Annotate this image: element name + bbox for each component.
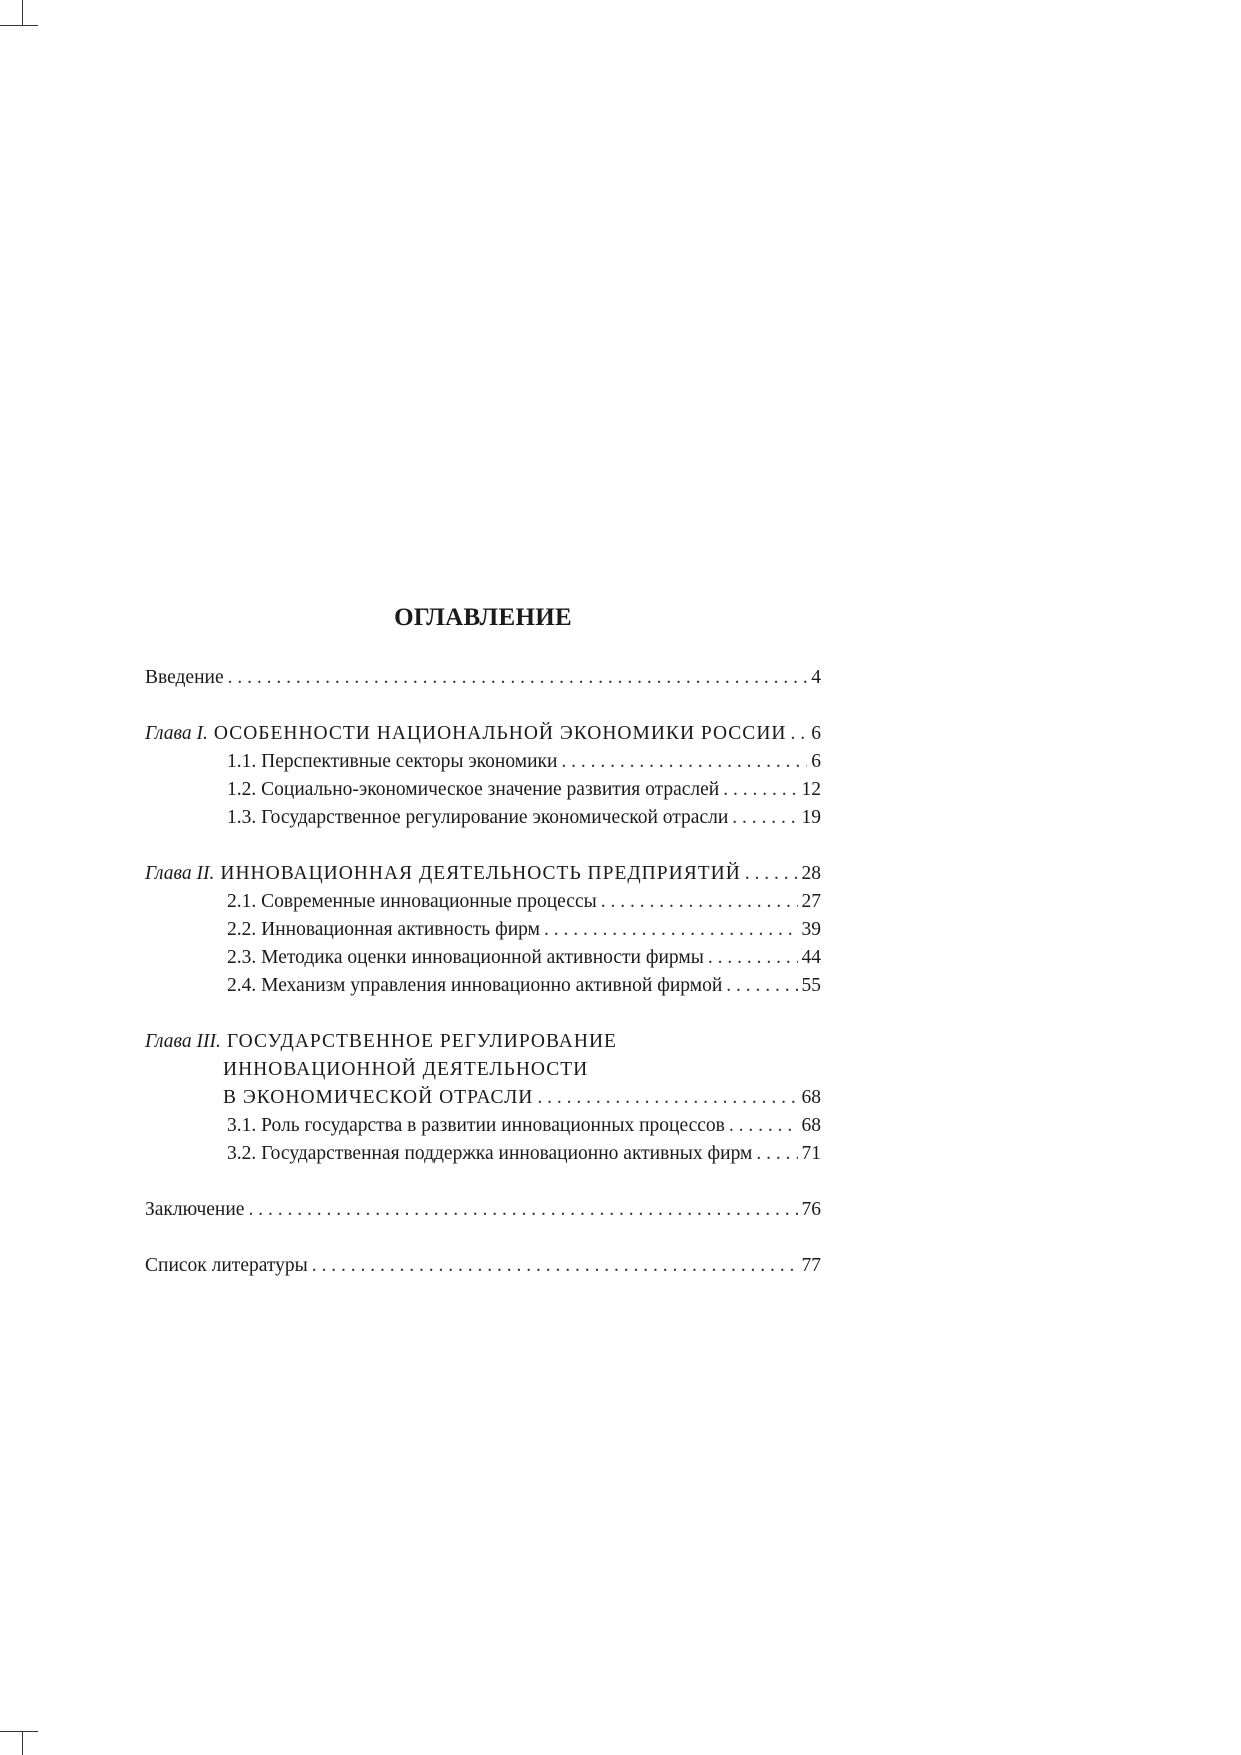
- dot-leader: [790, 720, 807, 748]
- toc-page-number: 19: [801, 807, 821, 828]
- toc-chapter-3-continued: [145, 1056, 821, 1084]
- toc-page-number: 6: [811, 751, 821, 772]
- toc-entry-label: Список литературы: [145, 1255, 308, 1276]
- toc-section-1-3[interactable]: [145, 804, 821, 832]
- section-label: 1.2. Социально-экономическое значение развития отраслей: [227, 779, 720, 800]
- crop-mark-top-horizontal: [0, 25, 38, 26]
- toc-page-number: 68: [801, 1087, 821, 1108]
- dot-leader: [729, 1112, 798, 1140]
- toc-entry-references[interactable]: [145, 1252, 821, 1280]
- toc-entry-label: Введение: [145, 667, 224, 688]
- toc-section-3-2[interactable]: [145, 1140, 821, 1168]
- section-label: 3.2. Государственная поддержка инновационно активных фирм: [227, 1143, 753, 1164]
- toc-entry-label: Заключение: [145, 1199, 245, 1220]
- toc-entry-intro[interactable]: [145, 664, 821, 692]
- toc-page-number: 68: [801, 1115, 821, 1136]
- chapter-title: ИННОВАЦИОННАЯ ДЕЯТЕЛЬНОСТЬ ПРЕДПРИЯТИЙ: [220, 863, 741, 884]
- dot-leader: [745, 860, 798, 888]
- toc-section-1-2[interactable]: [145, 776, 821, 804]
- dot-leader: [544, 916, 798, 944]
- page-title: ОГЛАВЛЕНИЕ: [394, 604, 572, 631]
- crop-mark-bottom-vertical: [22, 1731, 23, 1755]
- toc-chapter-2[interactable]: [145, 860, 821, 888]
- dot-leader: [248, 1196, 797, 1224]
- chapter-title-line-3: В ЭКОНОМИЧЕСКОЙ ОТРАСЛИ: [223, 1087, 534, 1108]
- section-label: 2.3. Методика оценки инновационной активности фирмы: [227, 947, 704, 968]
- chapter-title: ОСОБЕННОСТИ НАЦИОНАЛЬНОЙ ЭКОНОМИКИ РОССИИ: [213, 723, 787, 744]
- chapter-label: Глава III.: [145, 1031, 221, 1052]
- toc-page-number: 77: [801, 1255, 821, 1276]
- toc-page-number: 6: [811, 723, 821, 744]
- dot-leader: [726, 972, 797, 1000]
- dot-leader: [756, 1140, 797, 1168]
- section-label: 2.4. Механизм управления инновационно активной фирмой: [227, 975, 723, 996]
- toc-chapter-3[interactable]: [145, 1028, 821, 1056]
- toc-section-2-4[interactable]: [145, 972, 821, 1000]
- toc-section-3-1[interactable]: [145, 1112, 821, 1140]
- toc-page-number: 27: [801, 891, 821, 912]
- section-label: 3.1. Роль государства в развитии инновационных процессов: [227, 1115, 725, 1136]
- section-label: 2.2. Инновационная активность фирм: [227, 919, 540, 940]
- dot-leader: [732, 804, 797, 832]
- toc-section-1-1[interactable]: [145, 748, 821, 776]
- table-of-contents: [145, 664, 821, 1280]
- toc-page-number: 76: [801, 1199, 821, 1220]
- toc-page-number: 55: [801, 975, 821, 996]
- toc-section-2-2[interactable]: [145, 916, 821, 944]
- section-label: 2.1. Современные инновационные процессы: [227, 891, 597, 912]
- toc-section-2-1[interactable]: [145, 888, 821, 916]
- toc-chapter-3-continued-2[interactable]: [145, 1084, 821, 1112]
- dot-leader: [708, 944, 798, 972]
- dot-leader: [601, 888, 798, 916]
- toc-page-number: 39: [801, 919, 821, 940]
- section-label: 1.3. Государственное регулирование экономической отрасли: [227, 807, 729, 828]
- chapter-title-line-1: ГОСУДАРСТВЕННОЕ РЕГУЛИРОВАНИЕ: [226, 1031, 617, 1052]
- toc-page-number: 71: [801, 1143, 821, 1164]
- toc-page-number: 12: [801, 779, 821, 800]
- toc-entry-conclusion[interactable]: [145, 1196, 821, 1224]
- dot-leader: [312, 1252, 798, 1280]
- toc-page-number: 4: [811, 667, 821, 688]
- dot-leader: [537, 1084, 797, 1112]
- section-label: 1.1. Перспективные секторы экономики: [227, 751, 558, 772]
- crop-mark-top-vertical: [22, 0, 23, 26]
- toc-chapter-1[interactable]: [145, 720, 821, 748]
- toc-section-2-3[interactable]: [145, 944, 821, 972]
- dot-leader: [228, 664, 808, 692]
- toc-page-number: 28: [801, 863, 821, 884]
- chapter-title-line-2: ИННОВАЦИОННОЙ ДЕЯТЕЛЬНОСТИ: [223, 1059, 589, 1080]
- chapter-label: Глава I.: [145, 723, 208, 744]
- crop-mark-bottom-horizontal: [0, 1731, 38, 1732]
- dot-leader: [723, 776, 797, 804]
- dot-leader: [561, 748, 807, 776]
- toc-page-number: 44: [801, 947, 821, 968]
- chapter-label: Глава II.: [145, 863, 215, 884]
